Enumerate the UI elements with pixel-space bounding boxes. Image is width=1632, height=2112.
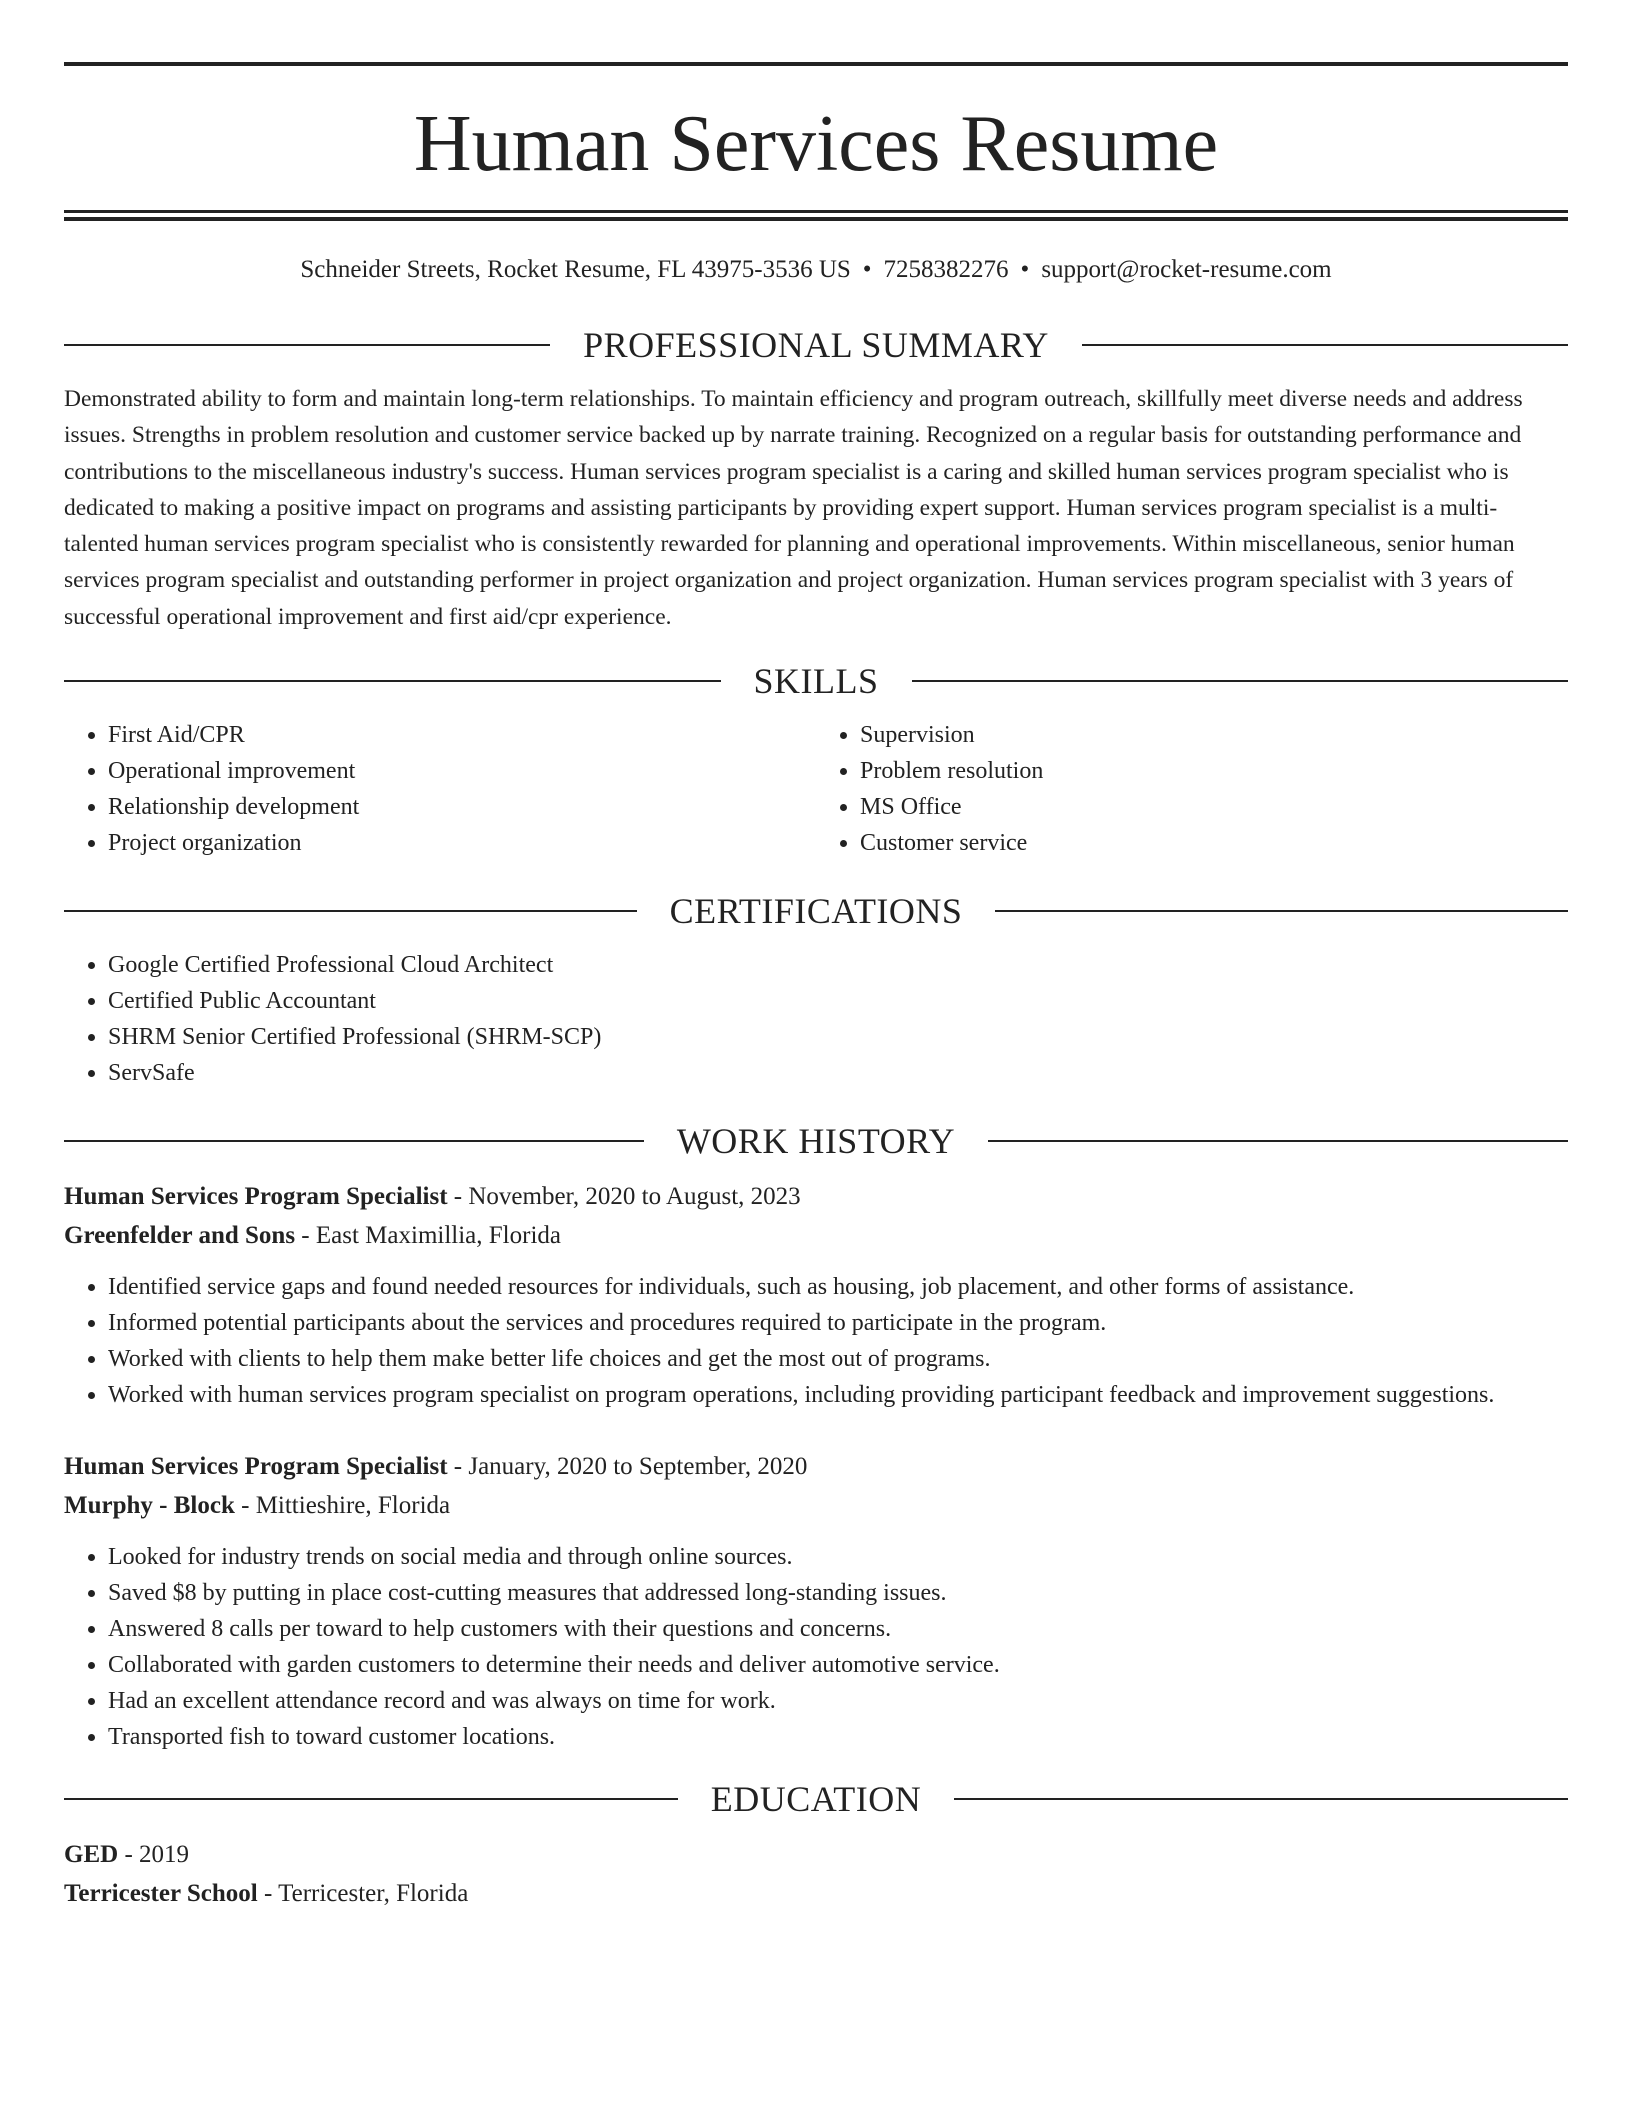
heading-rule: [995, 910, 1568, 912]
job-dates: November, 2020 to August, 2023: [468, 1183, 801, 1211]
section-heading-summary: [64, 323, 1568, 367]
section-title: EDUCATION: [710, 1779, 922, 1820]
job-duty-item: • Worked with clients to help them make better life choices and get the most out of programs.: [108, 1341, 1568, 1377]
contact-address: Schneider Streets, Rocket Resume, FL 43975-3536 US: [300, 256, 851, 283]
section-title: CERTIFICATIONS: [669, 891, 963, 932]
education-school: Terricester School: [64, 1880, 258, 1908]
skill-item: • Supervision: [860, 717, 1568, 753]
section-heading-education: [64, 1777, 1568, 1821]
education-year: 2019: [139, 1841, 190, 1869]
job-location: Mittieshire, Florida: [255, 1492, 451, 1520]
education-location: Terricester, Florida: [278, 1880, 469, 1908]
heading-rule: [988, 1140, 1568, 1142]
heading-rule: [64, 680, 721, 682]
job-duty-item: • Worked with human services program specialist on program operations, including providing participant feedback and improvement suggestions.: [108, 1377, 1568, 1413]
job-title: Human Services Program Specialist: [64, 1183, 448, 1211]
skill-item: • Problem resolution: [860, 753, 1568, 789]
job-location: East Maximillia, Florida: [315, 1222, 561, 1250]
education-degree-line: [64, 1835, 1568, 1874]
certification-item: • SHRM Senior Certified Professional (SHRM-SCP): [108, 1019, 1568, 1055]
job-company: Greenfelder and Sons: [64, 1222, 296, 1250]
job-title-line: [64, 1447, 1568, 1486]
contact-separator: •: [1020, 256, 1030, 283]
heading-rule: [64, 1798, 678, 1800]
skill-item: • Operational improvement: [108, 753, 816, 789]
contact-phone: 7258382276: [883, 256, 1009, 283]
job-duty-item: • Informed potential participants about the services and procedures required to participate in the program.: [108, 1305, 1568, 1341]
job-entry: [64, 1447, 1568, 1755]
dash: -: [447, 1453, 469, 1481]
dash: -: [447, 1183, 469, 1211]
job-duty-item: • Answered 8 calls per toward to help customers with their questions and concerns.: [108, 1611, 1568, 1647]
skills-columns: [64, 717, 1568, 861]
resume-page: [64, 62, 1568, 1913]
certification-item: • Google Certified Professional Cloud Architect: [108, 947, 1568, 983]
job-title-line: [64, 1177, 1568, 1216]
job-duty-item: • Had an excellent attendance record and was always on time for work.: [108, 1683, 1568, 1719]
job-duties-list: [64, 1539, 1568, 1755]
top-rule: [64, 62, 1568, 66]
page-title: Human Services Resume: [413, 100, 1219, 188]
job-duty-item: • Looked for industry trends on social media and through online sources.: [108, 1539, 1568, 1575]
skill-item: • Project organization: [108, 825, 816, 861]
heading-rule: [64, 344, 550, 346]
skills-list-left: [64, 717, 816, 861]
job-company-line: [64, 1486, 1568, 1525]
section-heading-certifications: [64, 889, 1568, 933]
heading-rule: [912, 680, 1569, 682]
skill-item: • Relationship development: [108, 789, 816, 825]
job-dates: January, 2020 to September, 2020: [468, 1453, 808, 1481]
certifications-list: [64, 947, 1568, 1091]
dash: -: [234, 1492, 256, 1520]
education-degree: GED: [64, 1841, 119, 1869]
job-title: Human Services Program Specialist: [64, 1453, 448, 1481]
section-heading-work-history: [64, 1119, 1568, 1163]
job-company-line: [64, 1216, 1568, 1255]
education-entry: [64, 1835, 1568, 1913]
certification-item: • ServSafe: [108, 1055, 1568, 1091]
job-duty-item: • Collaborated with garden customers to determine their needs and deliver automotive service.: [108, 1647, 1568, 1683]
dash: -: [295, 1222, 316, 1250]
contact-email: support@rocket-resume.com: [1041, 256, 1332, 283]
skill-item: • First Aid/CPR: [108, 717, 816, 753]
section-heading-skills: [64, 659, 1568, 703]
section-title: PROFESSIONAL SUMMARY: [583, 325, 1049, 365]
certification-item: • Certified Public Accountant: [108, 983, 1568, 1019]
dash: -: [257, 1880, 279, 1908]
summary-text: Demonstrated ability to form and maintain long-term relationships. To maintain efficiency and program outreach, skillfully meet diverse needs and address issues. Strengths in problem resolution and customer service backed up by narrate training. Recognized on a regular basis for outstanding performance and contributions to the miscellaneous industry's success. Human services program specialist is a caring and skilled human services program specialist who is dedicated to making a positive impact on programs and assisting participants by providing expert support. Human services program specialist is a multi-talented human services program specialist who is consistently rewarded for planning and operational improvements. Within miscellaneous, senior human services program specialist and outstanding performer in project organization and project organization. Human services program specialist with 3 years of successful operational improvement and first aid/cpr experience.: [64, 386, 1523, 630]
job-duties-list: [64, 1269, 1568, 1413]
section-title: WORK HISTORY: [676, 1121, 956, 1162]
job-duty-item: • Transported fish to toward customer locations.: [108, 1719, 1568, 1755]
heading-rule: [954, 1798, 1568, 1800]
heading-rule: [64, 910, 637, 912]
contact-separator: •: [862, 256, 872, 283]
contact-line: [64, 255, 1568, 285]
section-title: SKILLS: [753, 661, 879, 702]
education-school-line: [64, 1874, 1568, 1913]
dash: -: [118, 1841, 140, 1869]
skills-list-right: [816, 717, 1568, 861]
skill-item: • Customer service: [860, 825, 1568, 861]
job-entry: [64, 1177, 1568, 1413]
job-company: Murphy - Block: [64, 1492, 235, 1520]
heading-rule: [64, 1140, 644, 1142]
job-duty-item: • Identified service gaps and found needed resources for individuals, such as housing, job placement, and other forms of assistance.: [108, 1269, 1568, 1305]
job-duty-item: • Saved $8 by putting in place cost-cutting measures that addressed long-standing issues.: [108, 1575, 1568, 1611]
heading-rule: [1082, 344, 1568, 346]
title-double-rule: [64, 210, 1568, 221]
skill-item: • MS Office: [860, 789, 1568, 825]
